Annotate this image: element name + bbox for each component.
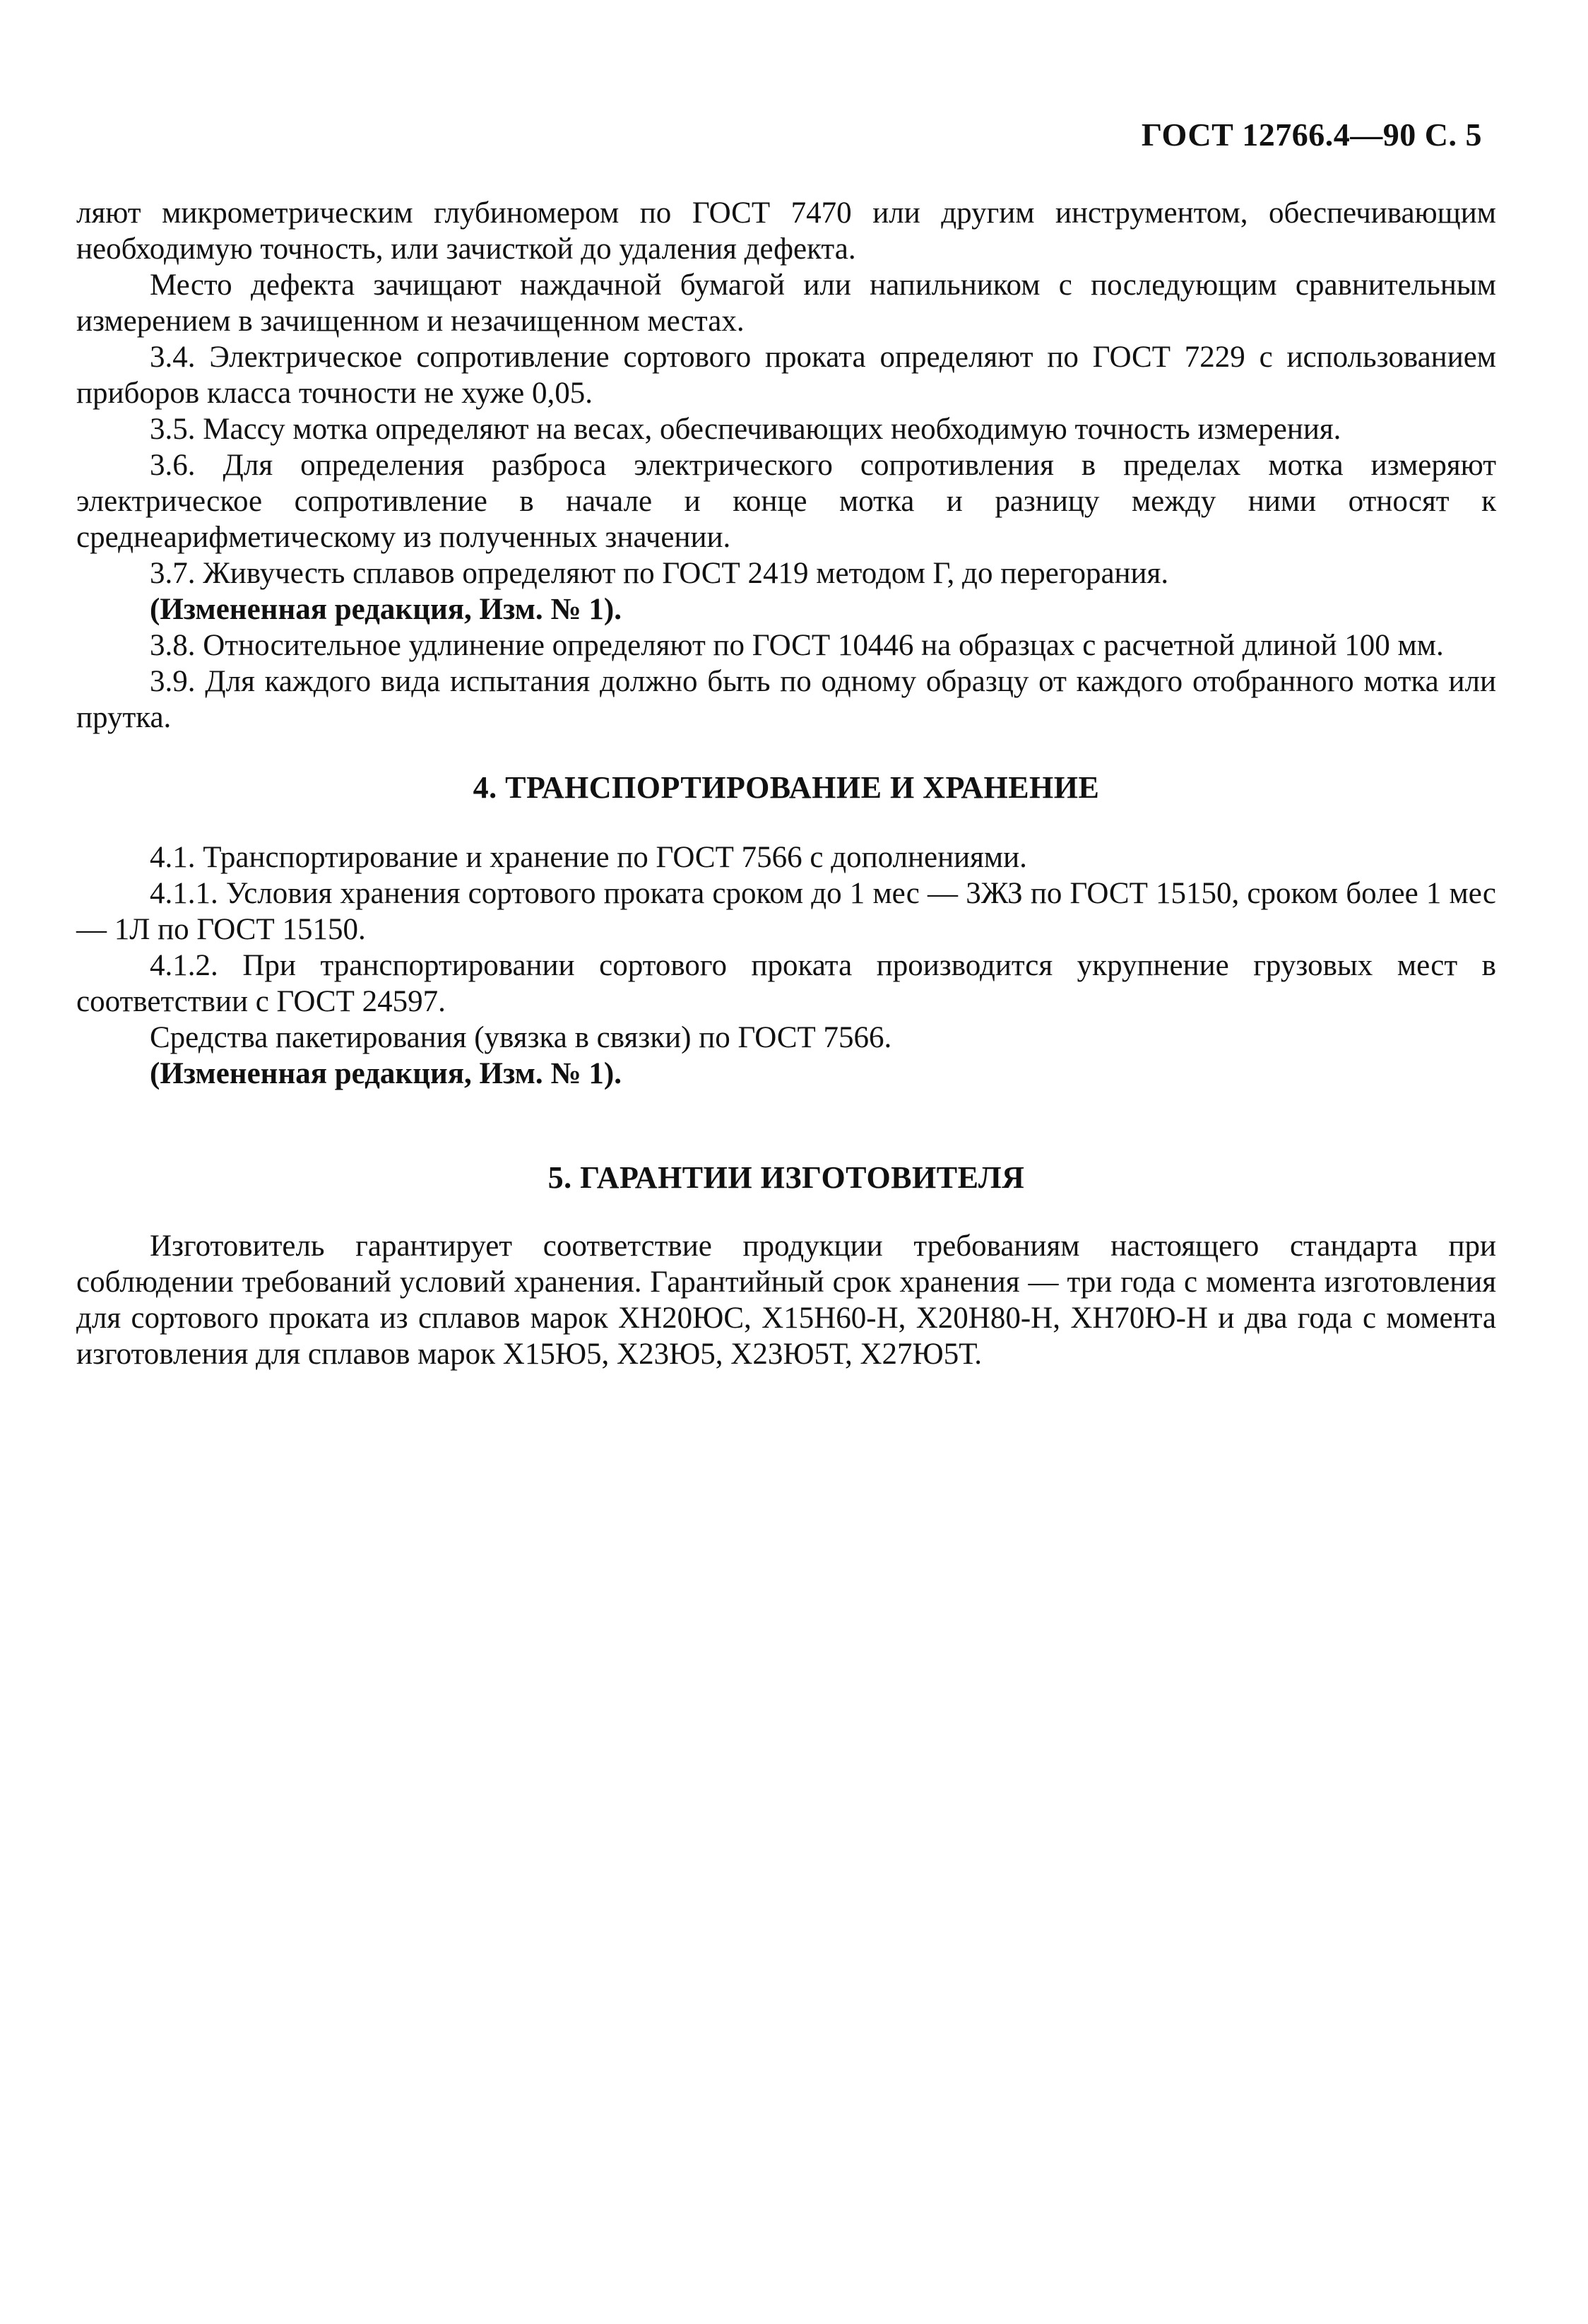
amendment-note: (Измененная редакция, Изм. № 1).: [150, 593, 622, 626]
paragraph-4-1-2: 4.1.2. При транспортировании сортового проката производится укрупнение грузовых мест в соответствии с ГОСТ 24597.: [76, 949, 1496, 1018]
page-header: ГОСТ 12766.4—90 С. 5: [1141, 117, 1482, 153]
paragraph-guarantee: Изготовитель гарантирует соответствие продукции требованиям настоящего стандарта при соблюдении требований условий хранения. Гарантийный срок хранения — три года с момента изготовления для сортового проката из сплавов марок ХН20ЮС, Х15Н60-Н, Х20Н80-Н, ХН70Ю-Н и два года с момента изготовления для сплавов марок Х15Ю5, Х23Ю5, Х23Ю5Т, Х27Ю5Т.: [76, 1229, 1496, 1371]
section-heading-transport: 4. ТРАНСПОРТИРОВАНИЕ И ХРАНЕНИЕ: [473, 770, 1100, 805]
paragraph-3-8: 3.8. Относительное удлинение определяют по ГОСТ 10446 на образцах с расчетной длиной 100 мм.: [150, 629, 1444, 662]
paragraph-3-5: 3.5. Массу мотка определяют на весах, обеспечивающих необходимую точность измерения.: [150, 413, 1341, 446]
amendment-note: (Измененная редакция, Изм. № 1).: [150, 1057, 622, 1090]
section-heading-guarantee: 5. ГАРАНТИИ ИЗГОТОВИТЕЛЯ: [547, 1160, 1025, 1195]
paragraph-packaging: Средства пакетирования (увязка в связки) по ГОСТ 7566.: [150, 1021, 892, 1054]
paragraph-3-4: 3.4. Электрическое сопротивление сортового проката определяют по ГОСТ 7229 с использованием приборов класса точности не хуже 0,05.: [76, 341, 1496, 410]
paragraph-4-1: 4.1. Транспортирование и хранение по ГОСТ 7566 с дополнениями.: [150, 841, 1027, 874]
paragraph-defect-cleaning: Место дефекта зачищают наждачной бумагой или напильником с последующим сравнительным измерением в зачищенном и незачищенном местах.: [76, 269, 1496, 338]
paragraph-3-7: 3.7. Живучесть сплавов определяют по ГОСТ 2419 методом Г, до перегорания.: [150, 557, 1169, 590]
document-body: [76, 195, 1496, 1372]
paragraph-3-6: 3.6. Для определения разброса электрического сопротивления в пределах мотка измеряют электрическое сопротивление в начале и конце мотка и разницу между ними относят к среднеарифметическому из полученных значении.: [76, 449, 1496, 554]
paragraph-3-9: 3.9. Для каждого вида испытания должно быть по одному образцу от каждого отобранного мотка или прутка.: [76, 665, 1496, 734]
paragraph-4-1-1: 4.1.1. Условия хранения сортового проката сроком до 1 мес — 3ЖЗ по ГОСТ 15150, сроком более 1 мес — 1Л по ГОСТ 15150.: [76, 877, 1496, 946]
paragraph-continued: ляют микрометрическим глубиномером по ГОСТ 7470 или другим инструментом, обеспечивающим необходимую точность, или зачисткой до удаления дефекта.: [76, 196, 1496, 266]
